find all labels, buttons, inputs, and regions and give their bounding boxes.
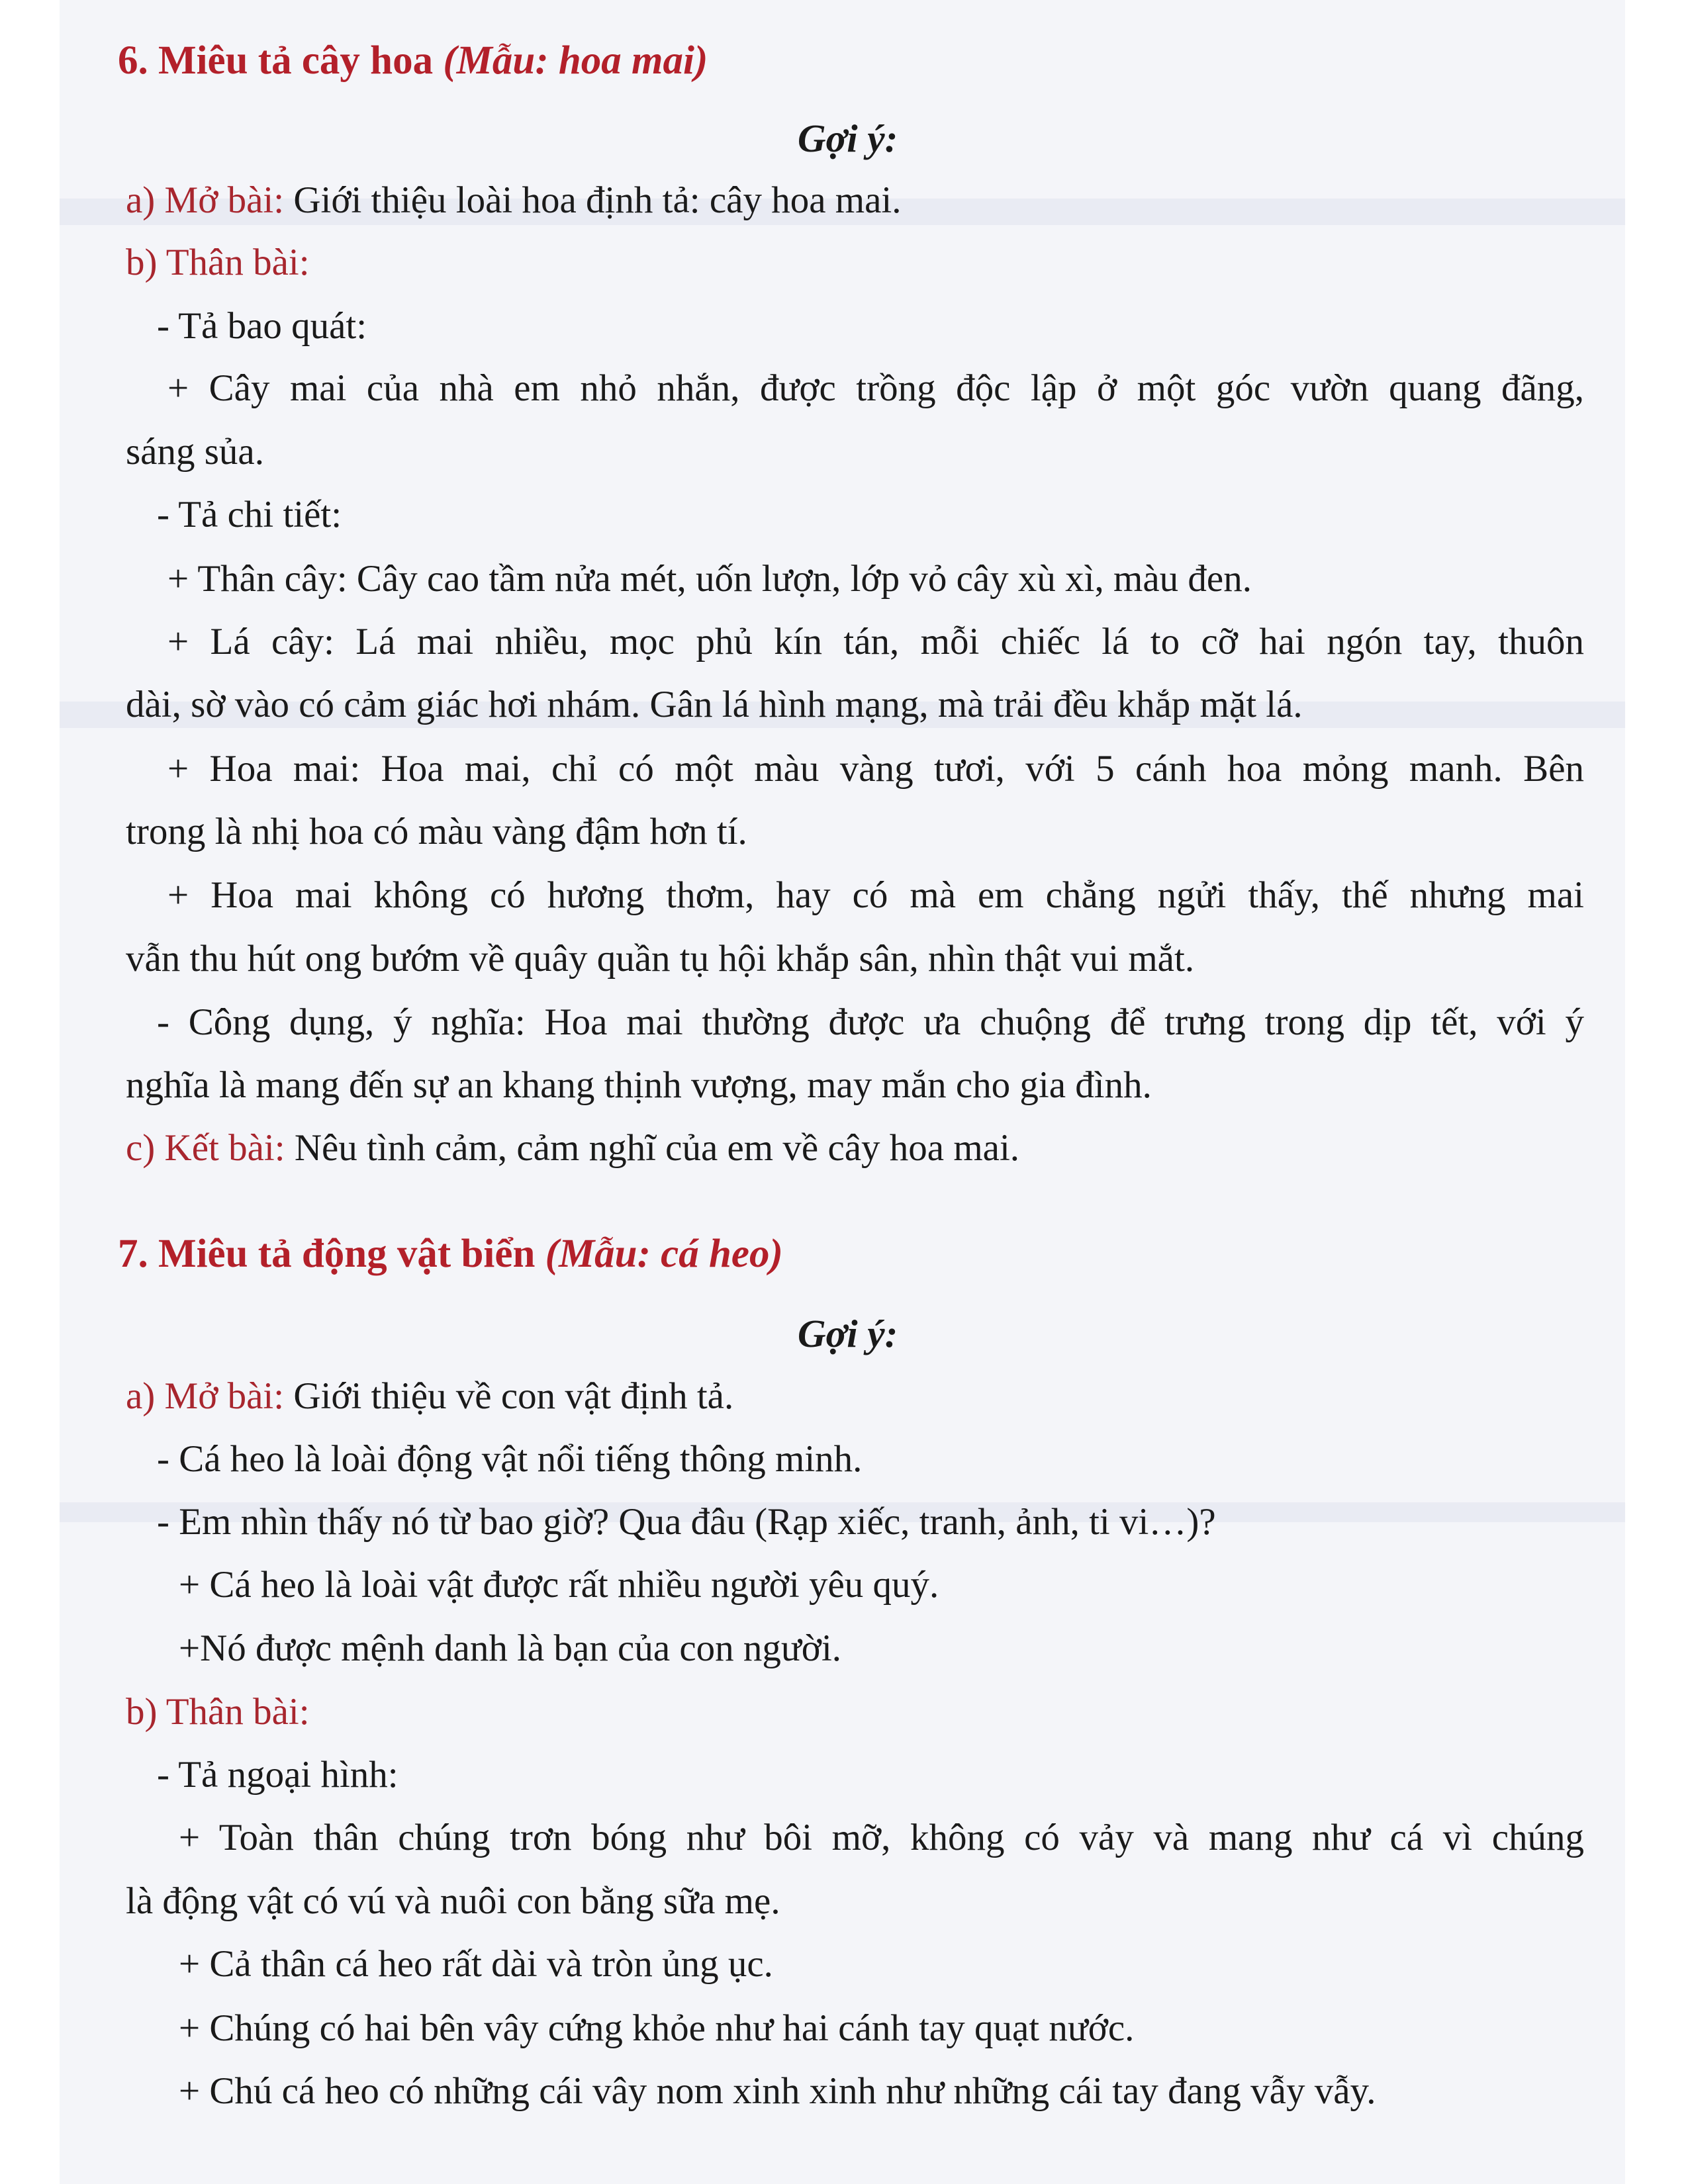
section-6-ket-bai: c) Kết bài: Nêu tình cảm, cảm nghĩ của em về cây hoa mai. bbox=[126, 1127, 1020, 1169]
section-6-mo-bai: a) Mở bài: Giới thiệu loài hoa định tả: cây hoa mai. bbox=[126, 179, 902, 221]
section-7-line: là động vật có vú và nuôi con bằng sữa mẹ. bbox=[126, 1880, 780, 1922]
section-7-line: - Tả ngoại hình: bbox=[157, 1754, 399, 1796]
section-6-line: dài, sờ vào có cảm giác hơi nhám. Gân lá hình mạng, mà trải đều khắp mặt lá. bbox=[126, 684, 1303, 725]
section-7-mo-bai-line: +Nó được mệnh danh là bạn của con người. bbox=[179, 1627, 842, 1669]
section-6-line: - Tả bao quát: bbox=[157, 305, 367, 347]
section-6-line: - Tả chi tiết: bbox=[157, 494, 342, 535]
section-7-mo-bai-line: - Cá heo là loài động vật nổi tiếng thông minh. bbox=[157, 1438, 863, 1480]
section-7-hint: Gợi ý: bbox=[798, 1312, 898, 1355]
section-6-line: + Lá cây: Lá mai nhiều, mọc phủ kín tán, mỗi chiếc lá to cỡ hai ngón tay, thuôn bbox=[167, 621, 1584, 662]
section-6-line: - Công dụng, ý nghĩa: Hoa mai thường được ưa chuộng để trưng trong dịp tết, với ý bbox=[157, 1001, 1584, 1043]
section-6-line: + Hoa mai: Hoa mai, chỉ có một màu vàng tươi, với 5 cánh hoa mỏng manh. Bên bbox=[167, 748, 1584, 790]
section-7-mo-bai: a) Mở bài: Giới thiệu về con vật định tả. bbox=[126, 1375, 734, 1417]
section-7-line: + Chúng có hai bên vây cứng khỏe như hai cánh tay quạt nước. bbox=[179, 2007, 1135, 2049]
section-7-line: + Toàn thân chúng trơn bóng như bôi mỡ, không có vảy và mang như cá vì chúng bbox=[179, 1817, 1584, 1858]
section-7-line: + Chú cá heo có những cái vây nom xinh xinh như những cái tay đang vẫy vẫy. bbox=[179, 2070, 1376, 2112]
section-6-line: + Hoa mai không có hương thơm, hay có mà em chẳng ngửi thấy, thế nhưng mai bbox=[167, 874, 1584, 916]
section-7-mo-bai-line: + Cá heo là loài vật được rất nhiều người yêu quý. bbox=[179, 1564, 939, 1606]
section-7-than-bai-label: b) Thân bài: bbox=[126, 1691, 310, 1733]
section-6-line: + Cây mai của nhà em nhỏ nhắn, được trồng độc lập ở một góc vườn quang đãng, bbox=[167, 367, 1584, 409]
section-7-line: + Cả thân cá heo rất dài và tròn ủng ục. bbox=[179, 1943, 773, 1985]
section-6-than-bai-label: b) Thân bài: bbox=[126, 242, 310, 283]
section-6-line: + Thân cây: Cây cao tầm nửa mét, uốn lượn, lớp vỏ cây xù xì, màu đen. bbox=[167, 558, 1252, 600]
section-6-hint: Gợi ý: bbox=[798, 116, 898, 160]
section-6-line: sáng sủa. bbox=[126, 431, 264, 473]
section-6-line: trong là nhị hoa có màu vàng đậm hơn tí. bbox=[126, 811, 747, 852]
section-6-line: nghĩa là mang đến sự an khang thịnh vượng, may mắn cho gia đình. bbox=[126, 1064, 1152, 1106]
section-6-heading: 6. Miêu tả cây hoa (Mẫu: hoa mai) bbox=[118, 38, 708, 83]
section-6-line: vẫn thu hút ong bướm về quây quần tụ hội khắp sân, nhìn thật vui mắt. bbox=[126, 938, 1195, 979]
section-7-heading: 7. Miêu tả động vật biển (Mẫu: cá heo) bbox=[118, 1232, 783, 1276]
section-7-mo-bai-line: - Em nhìn thấy nó từ bao giờ? Qua đâu (Rạp xiếc, tranh, ảnh, ti vi…)? bbox=[157, 1501, 1216, 1543]
